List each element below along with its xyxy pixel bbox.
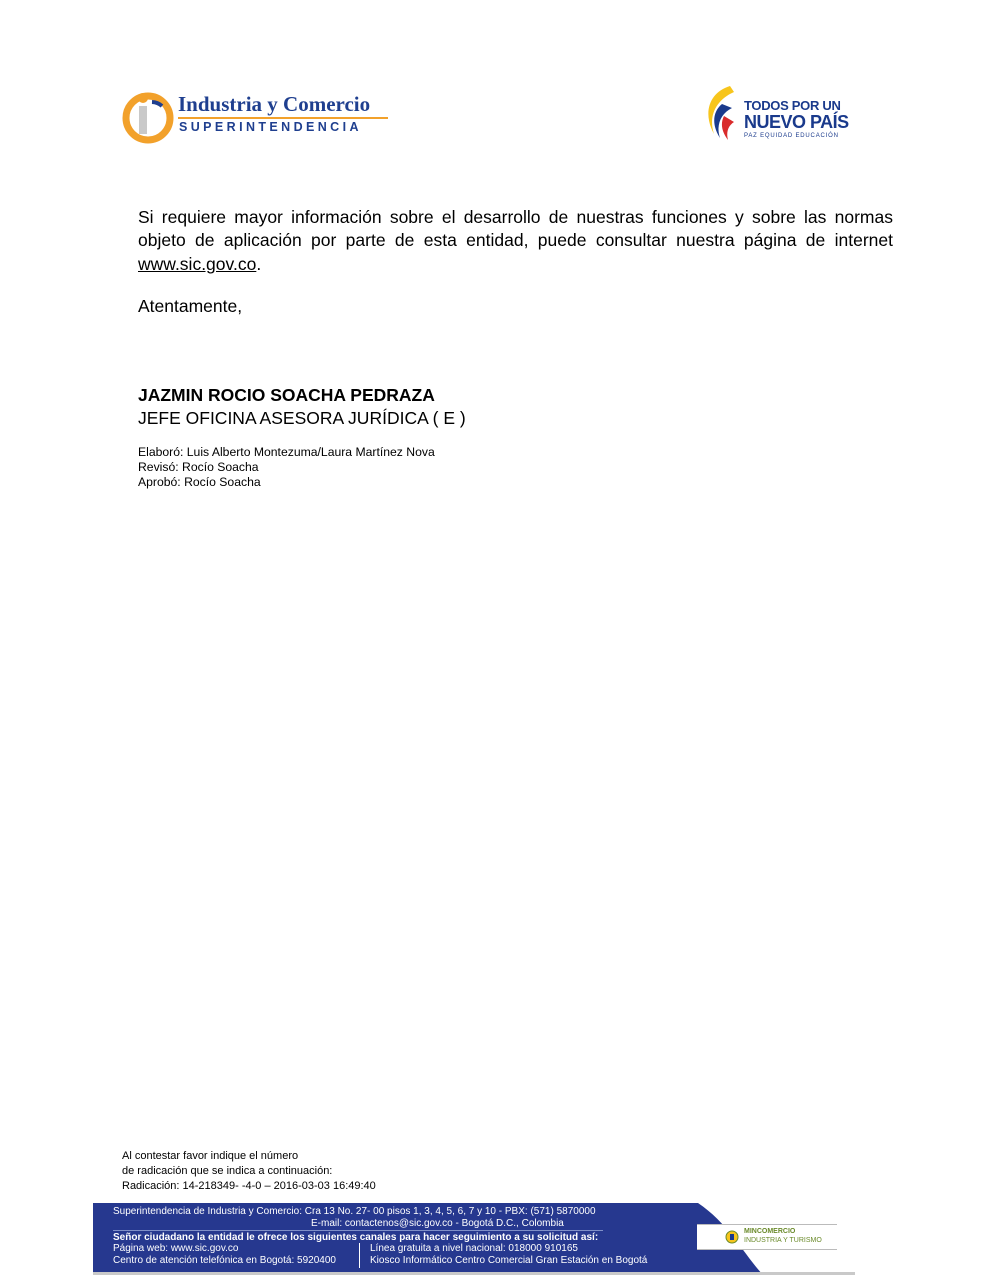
sic-emblem-icon: [122, 88, 174, 144]
radication-note: [122, 1149, 376, 1194]
ministry-logo: [697, 1224, 837, 1250]
footer-web: Página web: www.sic.gov.co: [113, 1243, 239, 1254]
ministry-line1: MINCOMERCIO: [744, 1228, 796, 1235]
footer-banner: [93, 1203, 855, 1275]
footer-address: Superintendencia de Industria y Comercio: Cra 13 No. 27- 00 pisos 1, 3, 4, 5, 6, 7 y 10 - PBX: (571) 5870000: [113, 1206, 596, 1217]
footer-email: E-mail: contactenos@sic.gov.co - Bogotá D.C., Colombia: [311, 1218, 564, 1229]
credit-elaboro: Elaboró: Luis Alberto Montezuma/Laura Martínez Nova: [138, 445, 435, 459]
closing-salutation: Atentamente,: [138, 296, 243, 316]
info-paragraph: [138, 206, 893, 276]
gov-logo: [700, 80, 850, 146]
gov-logo-line1: TODOS POR UN: [744, 98, 841, 113]
signer-role: JEFE OFICINA ASESORA JURÍDICA ( E ): [138, 408, 466, 428]
footer-vertical-separator: [359, 1243, 360, 1268]
sic-logo-name: Industria y Comercio: [178, 92, 371, 116]
footer-channels-title: Señor ciudadano la entidad le ofrece los siguientes canales para hacer seguimiento a su solicitud así:: [113, 1232, 599, 1243]
gov-logo-line3: PAZ EQUIDAD EDUCACIÓN: [744, 133, 839, 139]
footer-blue-panel: [93, 1203, 698, 1275]
credit-reviso: Revisó: Rocío Soacha: [138, 460, 259, 474]
footer-phone: Centro de atención telefónica en Bogotá: 5920400: [113, 1255, 336, 1266]
sic-logo: [122, 86, 397, 146]
footer-divider: [113, 1230, 603, 1231]
coat-of-arms-icon: [725, 1230, 739, 1244]
document-credits: [138, 445, 435, 490]
sic-logo-subtitle: SUPERINTENDENCIA: [179, 120, 362, 134]
ministry-line2: INDUSTRIA Y TURISMO: [744, 1237, 822, 1244]
footer-bottom-line: [93, 1272, 855, 1275]
gov-logo-line2: NUEVO PAÍS: [744, 112, 849, 132]
footer-kiosk: Kiosco Informático Centro Comercial Gran Estación en Bogotá: [370, 1255, 648, 1266]
colombia-flag-swoosh-icon: [700, 82, 742, 142]
note-line-1: Al contestar favor indique el número: [122, 1150, 299, 1162]
radication-number: Radicación: 14-218349- -4-0 – 2016-03-03 16:49:40: [122, 1180, 376, 1192]
footer-free-line: Línea gratuita a nivel nacional: 018000 910165: [370, 1243, 578, 1254]
note-line-2: de radicación que se indica a continuación:: [122, 1165, 333, 1177]
signer-name: JAZMIN ROCIO SOACHA PEDRAZA: [138, 385, 435, 405]
credit-aprobo: Aprobó: Rocío Soacha: [138, 475, 261, 489]
sic-website-link[interactable]: www.sic.gov.co: [138, 253, 257, 274]
sic-logo-rule: [178, 117, 388, 119]
info-paragraph-text: Si requiere mayor información sobre el desarrollo de nuestras funciones y sobre las normas objeto de aplicación por parte de esta entidad, puede consultar nuestra página de internet: [138, 207, 893, 251]
info-paragraph-end: .: [256, 253, 262, 274]
